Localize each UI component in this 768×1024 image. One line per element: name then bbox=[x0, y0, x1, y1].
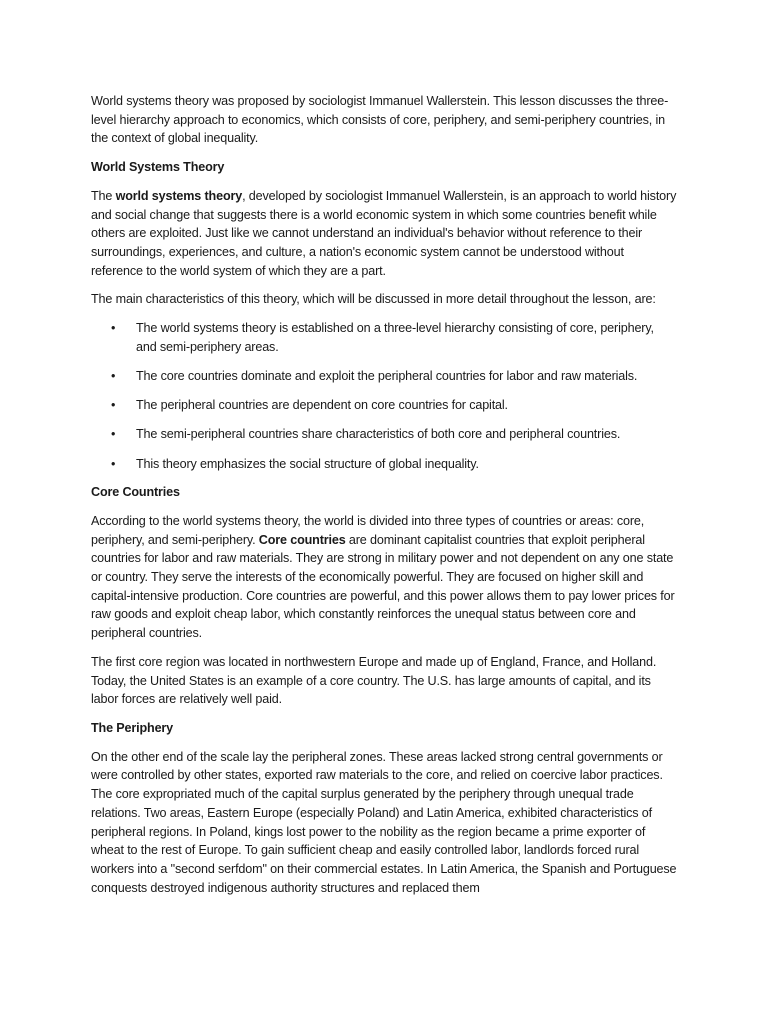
bullet-icon: • bbox=[111, 427, 116, 442]
world-systems-definition-paragraph bbox=[91, 187, 677, 281]
list-item bbox=[91, 396, 677, 415]
characteristics-list bbox=[91, 319, 677, 473]
list-item bbox=[91, 455, 677, 474]
bullet-icon: • bbox=[111, 368, 116, 383]
first-core-region-paragraph: The first core region was located in northwestern Europe and made up of England, France, and Holland. Today, the United States is an example of a core country. The U.S. has large amounts of capital, and its labor forces are relatively well paid. bbox=[91, 654, 657, 707]
bullet-icon: • bbox=[111, 321, 116, 336]
core-countries-paragraph bbox=[91, 512, 677, 643]
characteristics-intro-paragraph: The main characteristics of this theory, which will be discussed in more detail throughout the lesson, are: bbox=[91, 292, 656, 307]
heading-world-systems-theory: World Systems Theory bbox=[91, 160, 225, 175]
list-item bbox=[91, 367, 677, 386]
intro-paragraph: World systems theory was proposed by sociologist Immanuel Wallerstein. This lesson discusses the three-level hierarchy approach to economics, which consists of core, periphery, and semi-periphery countries, in the context of global inequality. bbox=[91, 94, 669, 146]
periphery-paragraph: On the other end of the scale lay the peripheral zones. These areas lacked strong central governments or were controlled by other states, exported raw materials to the core, and relied on coercive labor practices. The core expropriated much of the capital surplus generated by the periphery through unequal trade relations. Two areas, Eastern Europe (especially Poland) and Latin America, exhibited characteristics of peripheral regions. In Poland, kings lost power to the nobility as the region became a prime exporter of wheat to the rest of Europe. To gain sufficient cheap and easily controlled labor, landlords forced rural workers into a "second serfdom" on their commercial estates. In Latin America, the Spanish and Portuguese conquests destroyed indigenous authority structures and replaced them bbox=[91, 749, 677, 895]
list-item-text: The peripheral countries are dependent on core countries for capital. bbox=[136, 398, 508, 413]
list-item-text: The core countries dominate and exploit the peripheral countries for labor and raw materials. bbox=[136, 368, 638, 383]
bullet-icon: • bbox=[111, 398, 116, 413]
text-run: The bbox=[91, 188, 116, 203]
list-item bbox=[91, 425, 677, 444]
list-item-text: The world systems theory is established on a three-level hierarchy consisting of core, periphery, and semi-periphery areas. bbox=[136, 321, 654, 354]
list-item-text: This theory emphasizes the social structure of global inequality. bbox=[136, 456, 479, 471]
list-item bbox=[91, 319, 677, 356]
heading-core-countries: Core Countries bbox=[91, 485, 180, 500]
term-core-countries: Core countries bbox=[258, 532, 346, 547]
document-page bbox=[91, 92, 677, 907]
term-world-systems-theory: world systems theory bbox=[115, 188, 243, 203]
text-run: are dominant capitalist countries that exploit peripheral countries for labor and raw materials. They are strong in military power and not dependent on any one state or country. They serve the interests of the economically powerful. They are focused on higher skill and capital-intensive production. Core countries are powerful, and this power allows them to pay lower prices for raw goods and exploit cheap labor, which constantly reinforces the unequal status between core and peripheral countries. bbox=[91, 532, 675, 641]
bullet-icon: • bbox=[111, 456, 116, 471]
text-run: , developed by sociologist Immanuel Wallerstein, is an approach to world history and social change that suggests there is a world economic system in which some countries benefit while others are exploited. Just like we cannot understand an individual's behavior without reference to their surroundings, experiences, and culture, a nation's economic system cannot be understood without reference to the world system of which they are a part. bbox=[91, 188, 677, 278]
heading-the-periphery: The Periphery bbox=[91, 720, 174, 735]
list-item-text: The semi-peripheral countries share characteristics of both core and peripheral countries. bbox=[136, 427, 621, 442]
text-run: According to the world systems theory, the world is divided into three types of countries or areas: core, periphery, and semi-periphery. bbox=[91, 513, 645, 547]
